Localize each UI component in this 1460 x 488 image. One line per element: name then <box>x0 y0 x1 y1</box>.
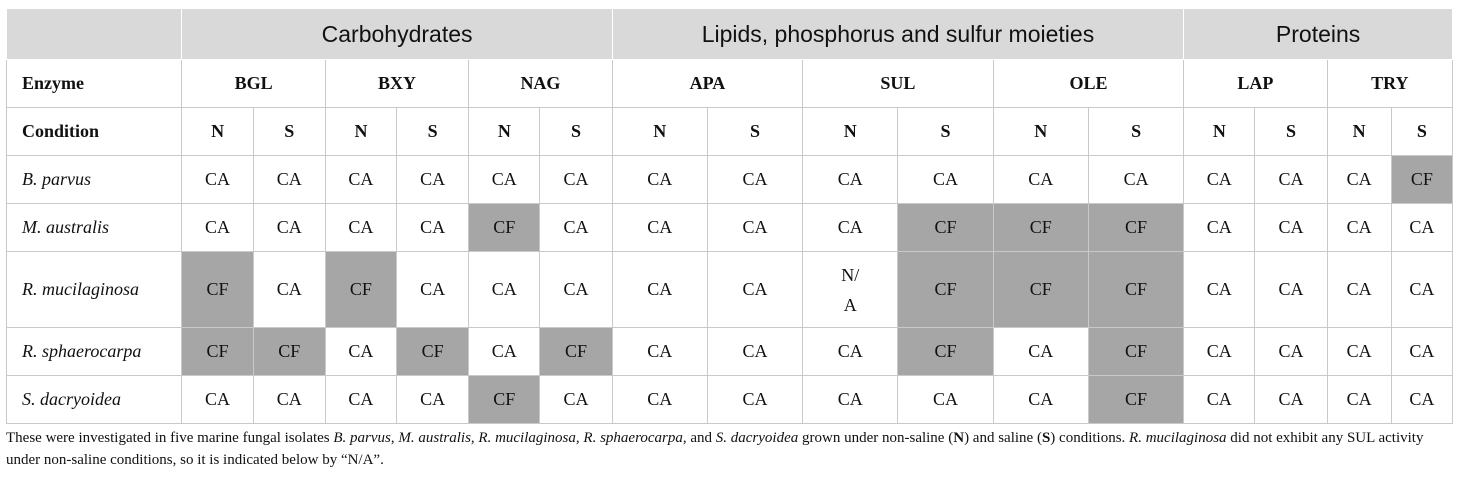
activity-cell-cf: CF <box>993 204 1088 252</box>
activity-cell-ca: CA <box>898 376 993 424</box>
activity-cell-ca: CA <box>397 252 469 328</box>
activity-cell-ca: CA <box>612 156 707 204</box>
enzyme-apa: APA <box>612 60 803 108</box>
activity-cell-ca: CA <box>253 376 325 424</box>
footnote-organism: R. sphaerocarpa <box>583 430 683 446</box>
activity-cell-cf: CF <box>540 328 612 376</box>
table-row <box>7 204 1453 252</box>
footnote-organism: M. australis <box>398 430 471 446</box>
enzyme-label: Enzyme <box>7 60 182 108</box>
activity-cell-cf: CF <box>325 252 396 328</box>
footnote-text: ) conditions. <box>1050 430 1130 446</box>
activity-cell-ca: CA <box>612 376 707 424</box>
condition-s: S <box>898 108 993 156</box>
enzyme-bgl: BGL <box>182 60 325 108</box>
activity-cell-ca: CA <box>1327 376 1391 424</box>
condition-n: N <box>1184 108 1255 156</box>
footnote-text: , <box>575 430 584 446</box>
footnote-text: , <box>390 430 399 446</box>
activity-cell-ca: CA <box>1391 328 1452 376</box>
activity-cell-ca: CA <box>1255 252 1327 328</box>
activity-cell-ca: CA <box>803 156 898 204</box>
activity-cell-ca: CA <box>540 252 612 328</box>
activity-cell-ca: CA <box>1391 376 1452 424</box>
condition-n: N <box>325 108 396 156</box>
activity-cell-ca: CA <box>325 204 396 252</box>
data-rows <box>7 156 1453 424</box>
activity-cell-ca: CA <box>1255 376 1327 424</box>
activity-cell-ca: CA <box>1184 252 1255 328</box>
organism-name: R. mucilaginosa <box>7 252 182 328</box>
activity-cell-ca: CA <box>1088 156 1183 204</box>
activity-cell-cf: CF <box>1088 376 1183 424</box>
activity-cell-ca: CA <box>469 156 540 204</box>
activity-cell-cf: CF <box>1088 204 1183 252</box>
activity-cell-ca: CA <box>182 204 253 252</box>
condition-s: S <box>1255 108 1327 156</box>
activity-cell-ca: CA <box>325 156 396 204</box>
activity-cell-na <box>803 252 898 328</box>
footnote-n: N <box>953 430 965 446</box>
footnote-text: grown under non-saline ( <box>798 430 954 446</box>
activity-cell-cf: CF <box>182 252 253 328</box>
activity-cell-ca: CA <box>1255 328 1327 376</box>
enzyme-header-row <box>7 60 1453 108</box>
activity-cell-ca: CA <box>325 376 396 424</box>
footnote-organism: S. dacryoidea <box>715 430 799 446</box>
activity-cell-ca: CA <box>1327 156 1391 204</box>
footnote-organism: B. parvus <box>333 430 391 446</box>
organism-name: R. sphaerocarpa <box>7 328 182 376</box>
activity-cell-ca: CA <box>707 204 802 252</box>
activity-cell-ca: CA <box>325 328 396 376</box>
activity-cell-ca: CA <box>397 156 469 204</box>
activity-cell-ca: CA <box>803 376 898 424</box>
enzyme-activity-table <box>6 8 1453 424</box>
footnote-organism: R. mucilaginosa <box>1129 430 1227 446</box>
enzyme-nag: NAG <box>469 60 612 108</box>
group-header-row <box>7 9 1453 60</box>
activity-cell-ca: CA <box>253 156 325 204</box>
na-text: N/ A <box>841 264 860 315</box>
activity-cell-ca: CA <box>707 252 802 328</box>
activity-cell-ca: CA <box>898 156 993 204</box>
activity-cell-ca: CA <box>182 376 253 424</box>
activity-cell-ca: CA <box>707 156 802 204</box>
activity-cell-ca: CA <box>707 376 802 424</box>
organism-name: M. australis <box>7 204 182 252</box>
table-row <box>7 156 1453 204</box>
activity-cell-ca: CA <box>612 328 707 376</box>
activity-cell-cf: CF <box>469 204 540 252</box>
condition-n: N <box>469 108 540 156</box>
activity-cell-ca: CA <box>1184 204 1255 252</box>
activity-cell-ca: CA <box>397 204 469 252</box>
footnote-text: did not exhibit any SUL activity under non-saline conditions, so it is indicated below by “N/A”. <box>6 430 1424 468</box>
enzyme-sul: SUL <box>803 60 994 108</box>
table-row <box>7 328 1453 376</box>
footnote-text: , and <box>682 430 716 446</box>
activity-cell-cf: CF <box>397 328 469 376</box>
activity-cell-cf: CF <box>182 328 253 376</box>
enzyme-try: TRY <box>1327 60 1452 108</box>
activity-cell-ca: CA <box>1327 328 1391 376</box>
condition-s: S <box>397 108 469 156</box>
activity-cell-ca: CA <box>993 376 1088 424</box>
enzyme-lap: LAP <box>1184 60 1327 108</box>
activity-cell-ca: CA <box>1184 156 1255 204</box>
condition-s: S <box>1088 108 1183 156</box>
activity-cell-cf: CF <box>898 204 993 252</box>
activity-cell-cf: CF <box>993 252 1088 328</box>
activity-cell-cf: CF <box>898 252 993 328</box>
activity-cell-ca: CA <box>1327 252 1391 328</box>
condition-n: N <box>182 108 253 156</box>
activity-cell-ca: CA <box>540 376 612 424</box>
activity-cell-ca: CA <box>540 156 612 204</box>
condition-s: S <box>540 108 612 156</box>
condition-header-row <box>7 108 1453 156</box>
condition-label: Condition <box>7 108 182 156</box>
footnote-text: These were investigated in five marine fungal isolates <box>6 430 334 446</box>
activity-cell-ca: CA <box>803 328 898 376</box>
condition-n: N <box>993 108 1088 156</box>
activity-cell-ca: CA <box>182 156 253 204</box>
activity-cell-ca: CA <box>397 376 469 424</box>
activity-cell-cf: CF <box>253 328 325 376</box>
footnote-organism: R. mucilaginosa <box>478 430 576 446</box>
activity-cell-ca: CA <box>253 252 325 328</box>
group-lipids: Lipids, phosphorus and sulfur moieties <box>612 9 1184 60</box>
table-row <box>7 376 1453 424</box>
activity-cell-ca: CA <box>612 252 707 328</box>
activity-cell-ca: CA <box>1327 204 1391 252</box>
activity-cell-ca: CA <box>993 156 1088 204</box>
activity-cell-cf: CF <box>898 328 993 376</box>
activity-cell-ca: CA <box>1391 252 1452 328</box>
activity-cell-cf: CF <box>1088 328 1183 376</box>
organism-name: B. parvus <box>7 156 182 204</box>
group-proteins: Proteins <box>1184 9 1453 60</box>
activity-cell-ca: CA <box>707 328 802 376</box>
condition-s: S <box>707 108 802 156</box>
activity-cell-ca: CA <box>993 328 1088 376</box>
condition-n: N <box>612 108 707 156</box>
activity-cell-cf: CF <box>1088 252 1183 328</box>
header-corner <box>7 9 182 60</box>
enzyme-bxy: BXY <box>325 60 468 108</box>
activity-cell-ca: CA <box>540 204 612 252</box>
condition-s: S <box>1391 108 1452 156</box>
activity-cell-ca: CA <box>253 204 325 252</box>
group-carbohydrates: Carbohydrates <box>182 9 612 60</box>
condition-n: N <box>1327 108 1391 156</box>
activity-cell-cf: CF <box>469 376 540 424</box>
activity-cell-ca: CA <box>1255 156 1327 204</box>
activity-cell-cf: CF <box>1391 156 1452 204</box>
activity-cell-ca: CA <box>1391 204 1452 252</box>
condition-s: S <box>253 108 325 156</box>
footnote-text: ) and saline ( <box>964 430 1042 446</box>
activity-cell-ca: CA <box>803 204 898 252</box>
activity-cell-ca: CA <box>469 252 540 328</box>
table-footnote <box>6 427 1453 471</box>
organism-name: S. dacryoidea <box>7 376 182 424</box>
activity-cell-ca: CA <box>1255 204 1327 252</box>
activity-cell-ca: CA <box>612 204 707 252</box>
table-row <box>7 252 1453 328</box>
activity-cell-ca: CA <box>1184 328 1255 376</box>
activity-cell-ca: CA <box>469 328 540 376</box>
activity-cell-ca: CA <box>1184 376 1255 424</box>
footnote-s: S <box>1041 430 1051 446</box>
condition-n: N <box>803 108 898 156</box>
footnote-text: , <box>470 430 479 446</box>
enzyme-ole: OLE <box>993 60 1184 108</box>
